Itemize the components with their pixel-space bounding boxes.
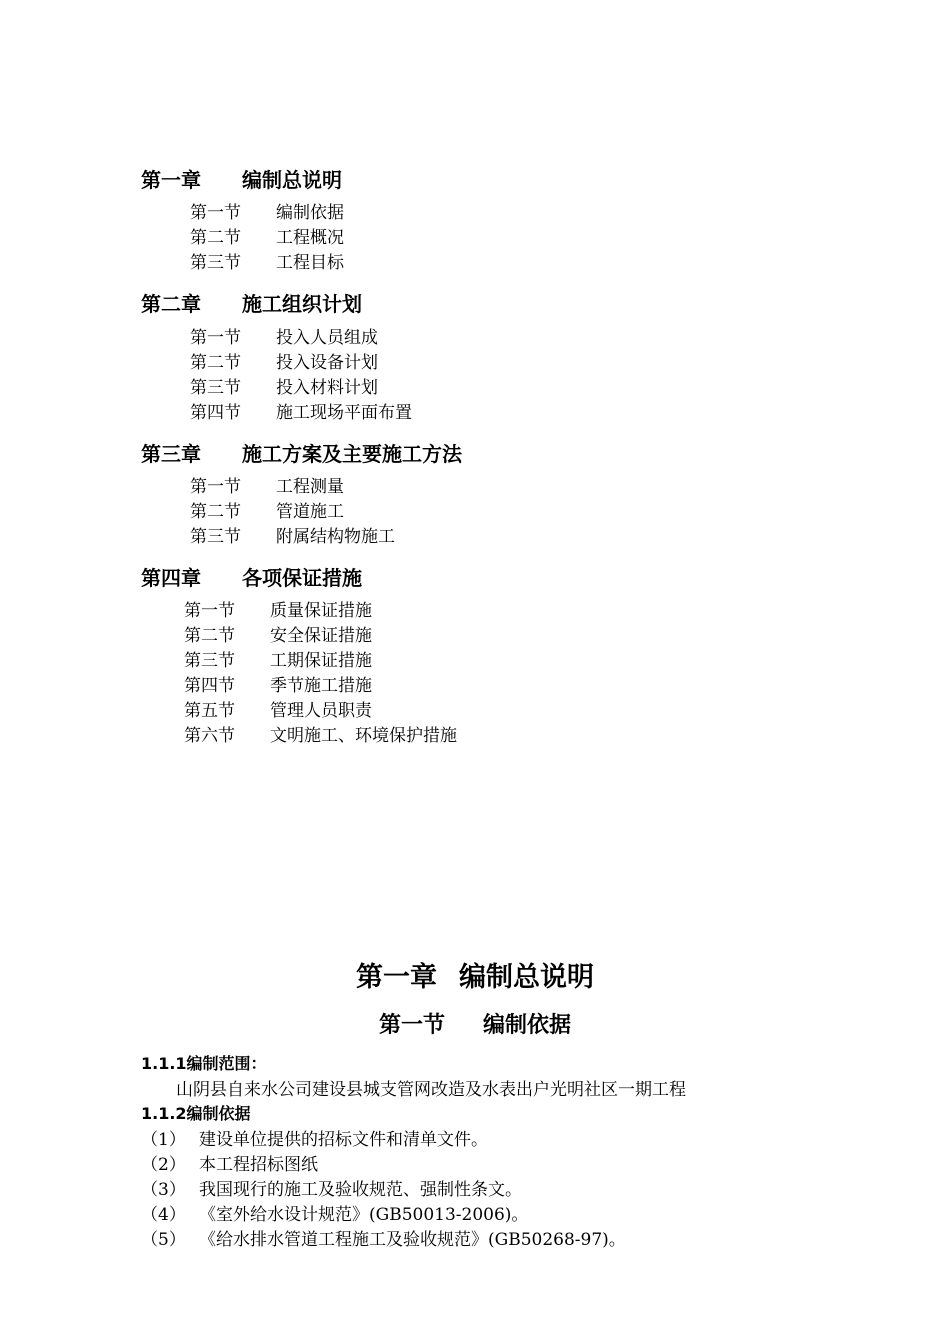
- toc-section-title: 安全保证措施: [270, 626, 372, 646]
- list-item-text: 本工程招标图纸: [199, 1155, 318, 1175]
- chapter-heading: [0, 955, 950, 994]
- list-item-num: （2）: [141, 1155, 186, 1175]
- toc-section-title: 施工现场平面布置: [276, 403, 412, 423]
- chapter-heading-title: 编制总说明: [459, 962, 594, 993]
- list-item-text: 我国现行的施工及验收规范、强制性条文。: [199, 1180, 522, 1200]
- toc-section: [190, 201, 344, 226]
- toc-section: [184, 674, 372, 699]
- toc-section-num: 第四节: [190, 403, 241, 423]
- list-item-num: （1）: [141, 1130, 186, 1150]
- list-item: [141, 1125, 488, 1150]
- toc-section: [184, 699, 372, 724]
- toc-section-num: 第三节: [190, 253, 241, 273]
- list-item: [141, 1225, 626, 1250]
- toc-chapter-3: [141, 438, 462, 467]
- chapter-heading-num: 第一章: [356, 962, 437, 993]
- toc-chapter-title: 施工组织计划: [242, 292, 362, 316]
- list-item-text: 《室外给水设计规范》(GB50013-2006)。: [199, 1205, 529, 1225]
- toc-chapter-title: 编制总说明: [242, 168, 342, 192]
- toc-section: [190, 401, 412, 426]
- toc-section-num: 第六节: [184, 726, 235, 746]
- subsection-heading: 1.1.1编制范围：: [141, 1054, 267, 1073]
- toc-section-num: 第一节: [184, 601, 235, 621]
- section-heading: [0, 1008, 950, 1039]
- toc-section: [190, 226, 344, 251]
- list-item-text: 《给水排水管道工程施工及验收规范》(GB50268-97)。: [199, 1230, 626, 1250]
- toc-section-title: 工期保证措施: [270, 651, 372, 671]
- toc-section-num: 第四节: [184, 676, 235, 696]
- toc-section-title: 质量保证措施: [270, 601, 372, 621]
- toc-section-num: 第三节: [190, 527, 241, 547]
- toc-section-num: 第二节: [190, 228, 241, 248]
- toc-chapter-title: 各项保证措施: [242, 566, 362, 590]
- toc-section: [190, 351, 378, 376]
- toc-section-title: 季节施工措施: [270, 676, 372, 696]
- toc-section-title: 附属结构物施工: [276, 527, 395, 547]
- toc-section: [190, 525, 395, 550]
- toc-section: [184, 599, 372, 624]
- toc-section: [190, 326, 378, 351]
- toc-chapter-4: [141, 562, 362, 591]
- toc-section-num: 第二节: [190, 353, 241, 373]
- toc-section-title: 投入材料计划: [276, 378, 378, 398]
- toc-section-title: 工程概况: [276, 228, 344, 248]
- toc-section: [184, 624, 372, 649]
- toc-section-title: 编制依据: [276, 203, 344, 223]
- list-item: [141, 1150, 318, 1175]
- toc-section-title: 工程测量: [276, 477, 344, 497]
- toc-section: [190, 500, 344, 525]
- toc-section-num: 第二节: [184, 626, 235, 646]
- toc-section-num: 第三节: [190, 378, 241, 398]
- list-item-num: （4）: [141, 1205, 186, 1225]
- section-heading-title: 编制依据: [483, 1013, 572, 1038]
- toc-section-num: 第二节: [190, 502, 241, 522]
- list-item-num: （3）: [141, 1180, 186, 1200]
- toc-section-title: 工程目标: [276, 253, 344, 273]
- toc-section-title: 投入设备计划: [276, 353, 378, 373]
- toc-chapter-num: 第三章: [141, 442, 201, 466]
- toc-section: [184, 724, 457, 749]
- toc-chapter-num: 第二章: [141, 292, 201, 316]
- list-item-text: 建设单位提供的招标文件和清单文件。: [199, 1130, 488, 1150]
- toc-chapter-num: 第四章: [141, 566, 201, 590]
- toc-section-num: 第一节: [190, 203, 241, 223]
- list-item: [141, 1175, 522, 1200]
- toc-section-title: 管理人员职责: [270, 701, 372, 721]
- scope-paragraph: 山阴县自来水公司建设县城支管网改造及水表出户光明社区一期工程: [176, 1080, 686, 1100]
- section-heading-num: 第一节: [378, 1013, 445, 1038]
- subsection-heading: 1.1.2编制依据: [141, 1104, 251, 1123]
- toc-chapter-title: 施工方案及主要施工方法: [242, 442, 462, 466]
- toc-section-title: 投入人员组成: [276, 328, 378, 348]
- toc-chapter-num: 第一章: [141, 168, 201, 192]
- toc-section: [190, 475, 344, 500]
- toc-section: [184, 649, 372, 674]
- toc-section-title: 管道施工: [276, 502, 344, 522]
- toc-section: [190, 251, 344, 276]
- toc-section-title: 文明施工、环境保护措施: [270, 726, 457, 746]
- toc-chapter-1: [141, 164, 342, 193]
- toc-chapter-2: [141, 288, 362, 317]
- list-item: [141, 1200, 528, 1225]
- list-item-num: （5）: [141, 1230, 186, 1250]
- toc-section-num: 第三节: [184, 651, 235, 671]
- toc-section-num: 第五节: [184, 701, 235, 721]
- toc-section: [190, 376, 378, 401]
- toc-section-num: 第一节: [190, 328, 241, 348]
- toc-section-num: 第一节: [190, 477, 241, 497]
